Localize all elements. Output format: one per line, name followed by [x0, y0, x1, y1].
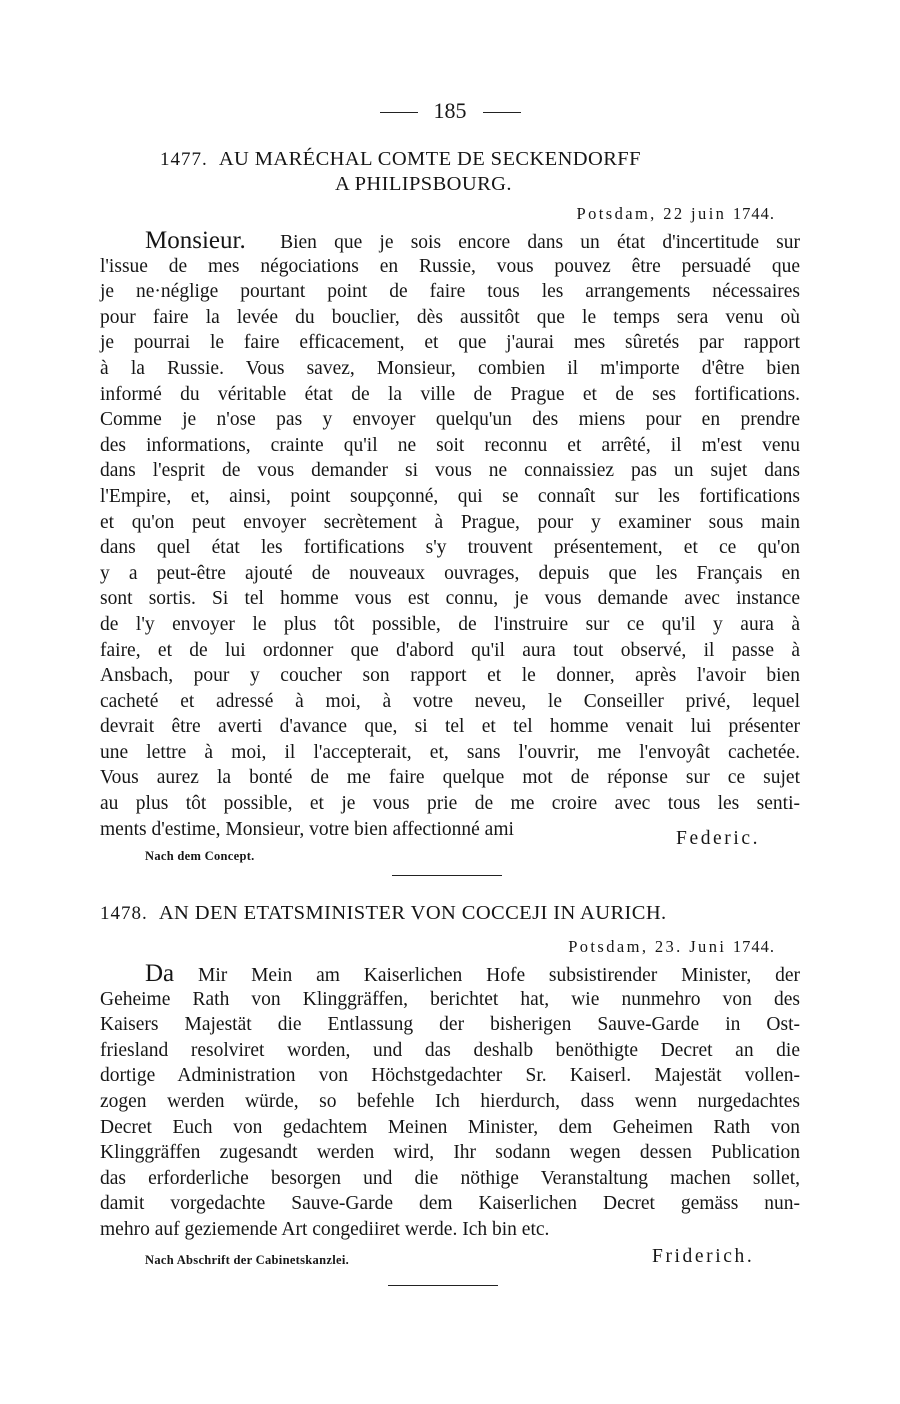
- letter-body-line: des informations, crainte qu'il ne soit reconnu et arrêté, il m'est venu: [100, 434, 800, 456]
- letter-body-line: Vous aurez la bonté de me faire quelque mot de réponse sur ce sujet: [100, 767, 800, 789]
- letter-1477-place-date: [577, 204, 775, 224]
- letter-body-line: y a peut-être ajouté de nouveaux ouvrages, depuis que les Français en: [100, 562, 800, 584]
- letter-body-line: zogen werden würde, so befehle Ich hierdurch, dass wenn nurgedachtes: [100, 1090, 800, 1112]
- letter-body-line: faire, et de lui ordonner que d'abord qu'il aura tout observé, il passe à: [100, 639, 800, 661]
- letter-body-line: pour faire la levée du bouclier, dès aussitôt que le temps sera venu où: [100, 306, 800, 328]
- letter-1478-body: [100, 961, 800, 1243]
- letter-body-line: sont sortis. Si tel homme vous est connu, je vous demande avec instance: [100, 588, 800, 610]
- letter-body-line: l'issue de mes négociations en Russie, vous pouvez être persuadé que: [100, 255, 800, 277]
- letter-body-line: dans quel état les fortifications s'y trouvent présentement, et ce qu'on: [100, 537, 800, 559]
- page-number-dash-right: [483, 112, 521, 113]
- first-word: Da: [145, 960, 175, 987]
- letter-1478-recipient: AN DEN ETATSMINISTER VON COCCEJI IN AURICH.: [158, 902, 667, 924]
- letter-1478-heading: [100, 901, 780, 926]
- letter-1478-number: 1478.: [100, 903, 148, 924]
- section-divider: [388, 1285, 498, 1286]
- letter-body-line: dans l'esprit de vous demander si vous ne connaissiez pas un sujet dans: [100, 460, 800, 482]
- letter-1478-year: 1744.: [732, 937, 775, 956]
- page-number-line: [0, 98, 900, 124]
- letter-body-line: et qu'on peut envoyer secrètement à Prague, pour y examiner sous main: [100, 511, 800, 533]
- letter-body-line: cacheté et adressé à moi, à votre neveu, le Conseiller privé, lequel: [100, 690, 800, 712]
- letter-1478-place: Potsdam, 23. Juni: [568, 937, 727, 956]
- letter-1477-heading-line2: A PHILIPSBOURG.: [335, 173, 512, 195]
- letter-body-line: devrait être averti d'avance que, si tel et tel homme venait lui présenter: [100, 716, 800, 738]
- letter-1477-source-note: Nach dem Concept.: [145, 849, 255, 863]
- letter-body-line: l'Empire, et, ainsi, point soupçonné, qui se connaît sur les fortifications: [100, 485, 800, 507]
- letter-body-line: Ansbach, pour y coucher son rapport et le donner, après l'avoir bien: [100, 665, 800, 687]
- letter-body-line: je pourrai le faire efficacement, et que j'aurai mes sûretés par rapport: [100, 332, 800, 354]
- letter-body-line: une lettre à moi, il l'accepterait, et, sans l'ouvrir, me l'envoyât cachetée.: [100, 741, 800, 763]
- letter-body-line: ments d'estime, Monsieur, votre bien affectionné ami: [100, 818, 514, 840]
- letter-body-line: friesland resolviret worden, und das deshalb benöthigte Decret an die: [100, 1039, 800, 1061]
- letter-body-line: au plus tôt possible, et je vous prie de me croire avec tous les senti-: [100, 793, 800, 815]
- letter-body-line: [100, 228, 800, 254]
- salutation: Monsieur.: [145, 227, 246, 254]
- letter-body-line: Comme je n'ose pas y envoyer quelqu'un des miens pour en prendre: [100, 409, 800, 431]
- letter-body-line: damit vorgedachte Sauve-Garde dem Kaiserlichen Decret gemäss nun-: [100, 1193, 800, 1215]
- page-number: 185: [433, 98, 467, 123]
- page-number-dash-left: [380, 112, 418, 113]
- letter-1478-source-note: Nach Abschrift der Cabinetskanzlei.: [145, 1253, 350, 1267]
- letter-1478-signature: Friderich.: [652, 1246, 755, 1267]
- letter-1477-year: 1744.: [732, 204, 775, 223]
- letter-body-line: à la Russie. Vous savez, Monsieur, combien il m'importe d'être bien: [100, 357, 800, 379]
- letter-body-line: [100, 961, 800, 987]
- letter-body-line: Geheime Rath von Klinggräffen, berichtet hat, wie nunmehro von des: [100, 988, 800, 1010]
- line-text: Bien que je sois encore dans un état d'incertitude sur: [280, 232, 800, 253]
- letter-body-line: Kaisers Majestät die Entlassung der bisherigen Sauve-Garde in Ost-: [100, 1014, 800, 1036]
- letter-1478-place-date: [568, 937, 775, 957]
- letter-body-line: Decret Euch von gedachtem Meinen Minister, dem Geheimen Rath von: [100, 1116, 800, 1138]
- letter-body-line: das erforderliche besorgen und die nöthige Veranstaltung machen sollet,: [100, 1167, 800, 1189]
- section-divider: [392, 875, 502, 876]
- letter-body-line: informé du véritable état de la ville de Prague et de ses fortifications.: [100, 383, 800, 405]
- letter-body-line: Klinggräffen zugesandt werden wird, Ihr sodann wegen dessen Publication: [100, 1142, 800, 1164]
- letter-1477-number: 1477.: [160, 149, 208, 170]
- letter-body-line: je ne·néglige pourtant point de faire tous les arrangements nécessaires: [100, 281, 800, 303]
- letter-body-line: mehro auf geziemende Art congediiret werde. Ich bin etc.: [100, 1218, 550, 1240]
- letter-1477-heading: [160, 147, 760, 196]
- letter-1477-place: Potsdam, 22 juin: [576, 204, 727, 223]
- letter-1477-body: [100, 228, 800, 842]
- letter-1477-heading-line1: [160, 147, 760, 172]
- line-text: Mir Mein am Kaiserlichen Hofe subsistirender Minister, der: [198, 965, 800, 986]
- letter-body-line: dortige Administration von Höchstgedachter Sr. Kaiserl. Majestät vollen-: [100, 1065, 800, 1087]
- letter-body-line: de l'y envoyer le plus tôt possible, de l'instruire sur ce qu'il y aura à: [100, 613, 800, 635]
- letter-1477-recipient: AU MARÉCHAL COMTE DE SECKENDORFF: [218, 148, 641, 170]
- letter-1477-signature: Federic.: [676, 828, 761, 849]
